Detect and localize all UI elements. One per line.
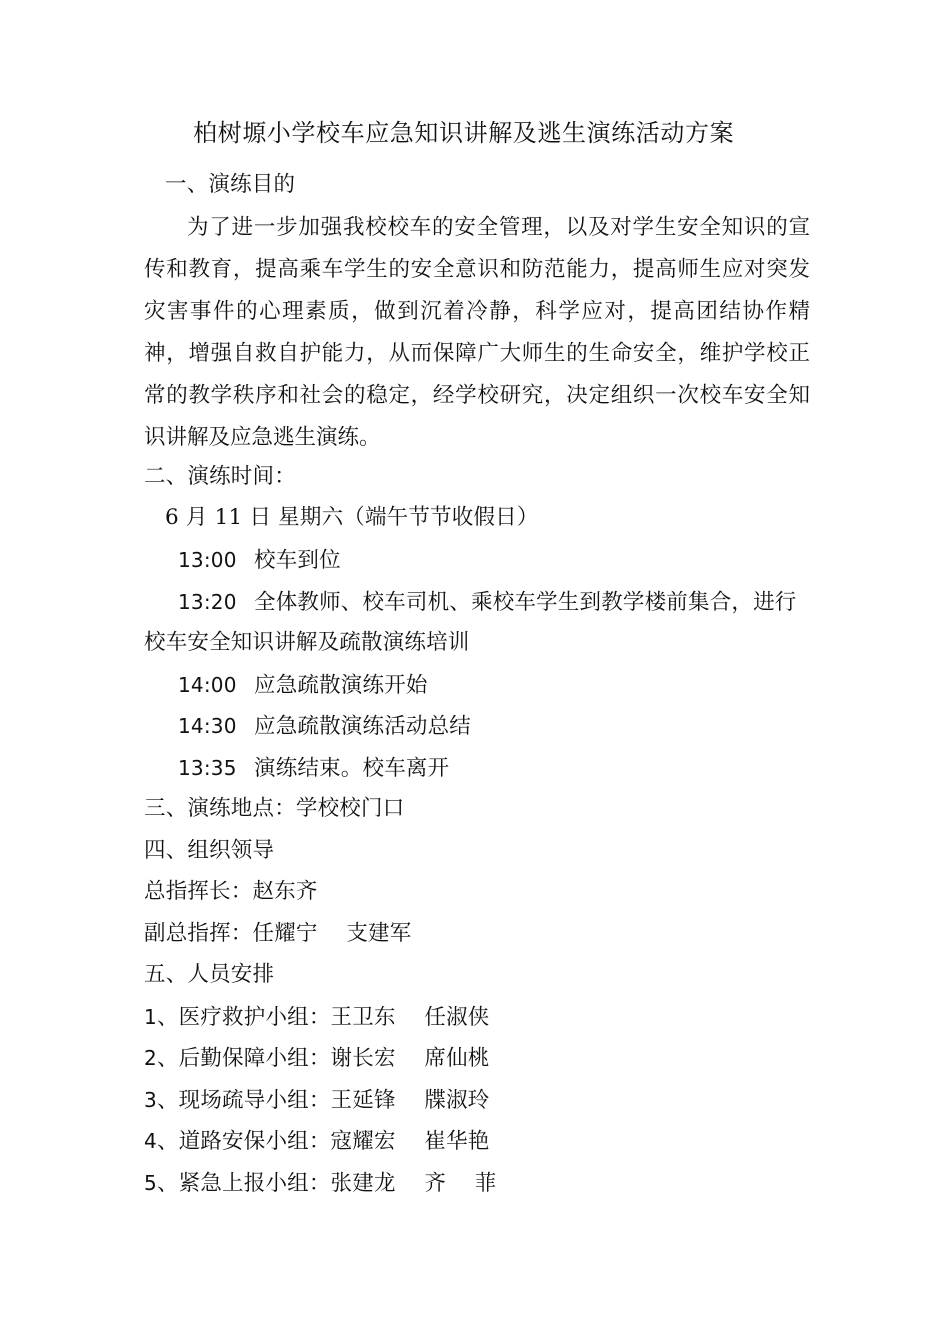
schedule-item: [178, 545, 341, 576]
section-heading-leadership: 四、组织领导: [144, 838, 275, 863]
section-heading-staff: 五、人员安排: [144, 962, 275, 987]
schedule-text: 应急疏散演练活动总结: [254, 714, 472, 739]
vice-commander-line: 副总指挥：任耀宁 支建军: [144, 921, 412, 946]
schedule-text: 校车到位: [254, 548, 341, 573]
group-label: 、道路安保小组：寇耀宏 崔华艳: [156, 1129, 490, 1154]
group-number: 3: [144, 1088, 157, 1112]
schedule-text: 应急疏散演练开始: [254, 673, 428, 698]
staff-group: [144, 1002, 489, 1033]
document-title: 柏树塬小学校车应急知识讲解及逃生演练活动方案: [193, 119, 735, 147]
drill-date: 6 月 11 日 星期六（端午节节收假日）: [165, 505, 539, 530]
staff-group: [144, 1043, 489, 1074]
group-label: 、医疗救护小组：王卫东 任淑侠: [156, 1005, 490, 1030]
schedule-time: 14:30: [178, 714, 237, 738]
group-label: 、紧急上报小组：张建龙 齐 菲: [156, 1171, 497, 1196]
schedule-item: [178, 670, 428, 701]
purpose-paragraph: 为了进一步加强我校校车的安全管理，以及对学生安全知识的宣传和教育，提高乘车学生的安全意识和防范能力，提高师生应对突发灾害事件的心理素质，做到沉着冷静，科学应对，提高团结协作精神，增强自救自护能力，从而保障广大师生的生命安全，维护学校正常的教学秩序和社会的稳定，经学校研究，决定组织一次校车安全知识讲解及应急逃生演练。: [144, 215, 810, 450]
schedule-text-continued: 校车安全知识讲解及疏散演练培训: [144, 630, 470, 655]
schedule-item: [178, 711, 471, 742]
group-label: 、现场疏导小组：王延锋 牒淑玲: [156, 1088, 490, 1113]
schedule-time: 13:35: [178, 756, 237, 780]
staff-group: [144, 1126, 489, 1157]
schedule-item: [178, 587, 797, 618]
group-number: 5: [144, 1171, 157, 1195]
group-number: 1: [144, 1005, 157, 1029]
schedule-text: 全体教师、校车司机、乘校车学生到教学楼前集合，进行: [254, 590, 797, 615]
section-heading-location: 三、演练地点：学校校门口: [144, 796, 405, 821]
section-heading-time: 二、演练时间：: [144, 464, 296, 489]
group-label: 、后勤保障小组：谢长宏 席仙桃: [156, 1046, 490, 1071]
group-number: 4: [144, 1129, 157, 1153]
staff-group: [144, 1168, 497, 1199]
staff-group: [144, 1085, 489, 1116]
commander-line: 总指挥长：赵东齐: [144, 879, 318, 904]
schedule-time: 13:00: [178, 548, 237, 572]
section-heading-purpose: 一、演练目的: [165, 172, 296, 197]
schedule-text: 演练结束。校车离开: [254, 756, 450, 781]
schedule-item: [178, 753, 449, 784]
schedule-time: 13:20: [178, 590, 237, 614]
group-number: 2: [144, 1046, 157, 1070]
schedule-time: 14:00: [178, 673, 237, 697]
